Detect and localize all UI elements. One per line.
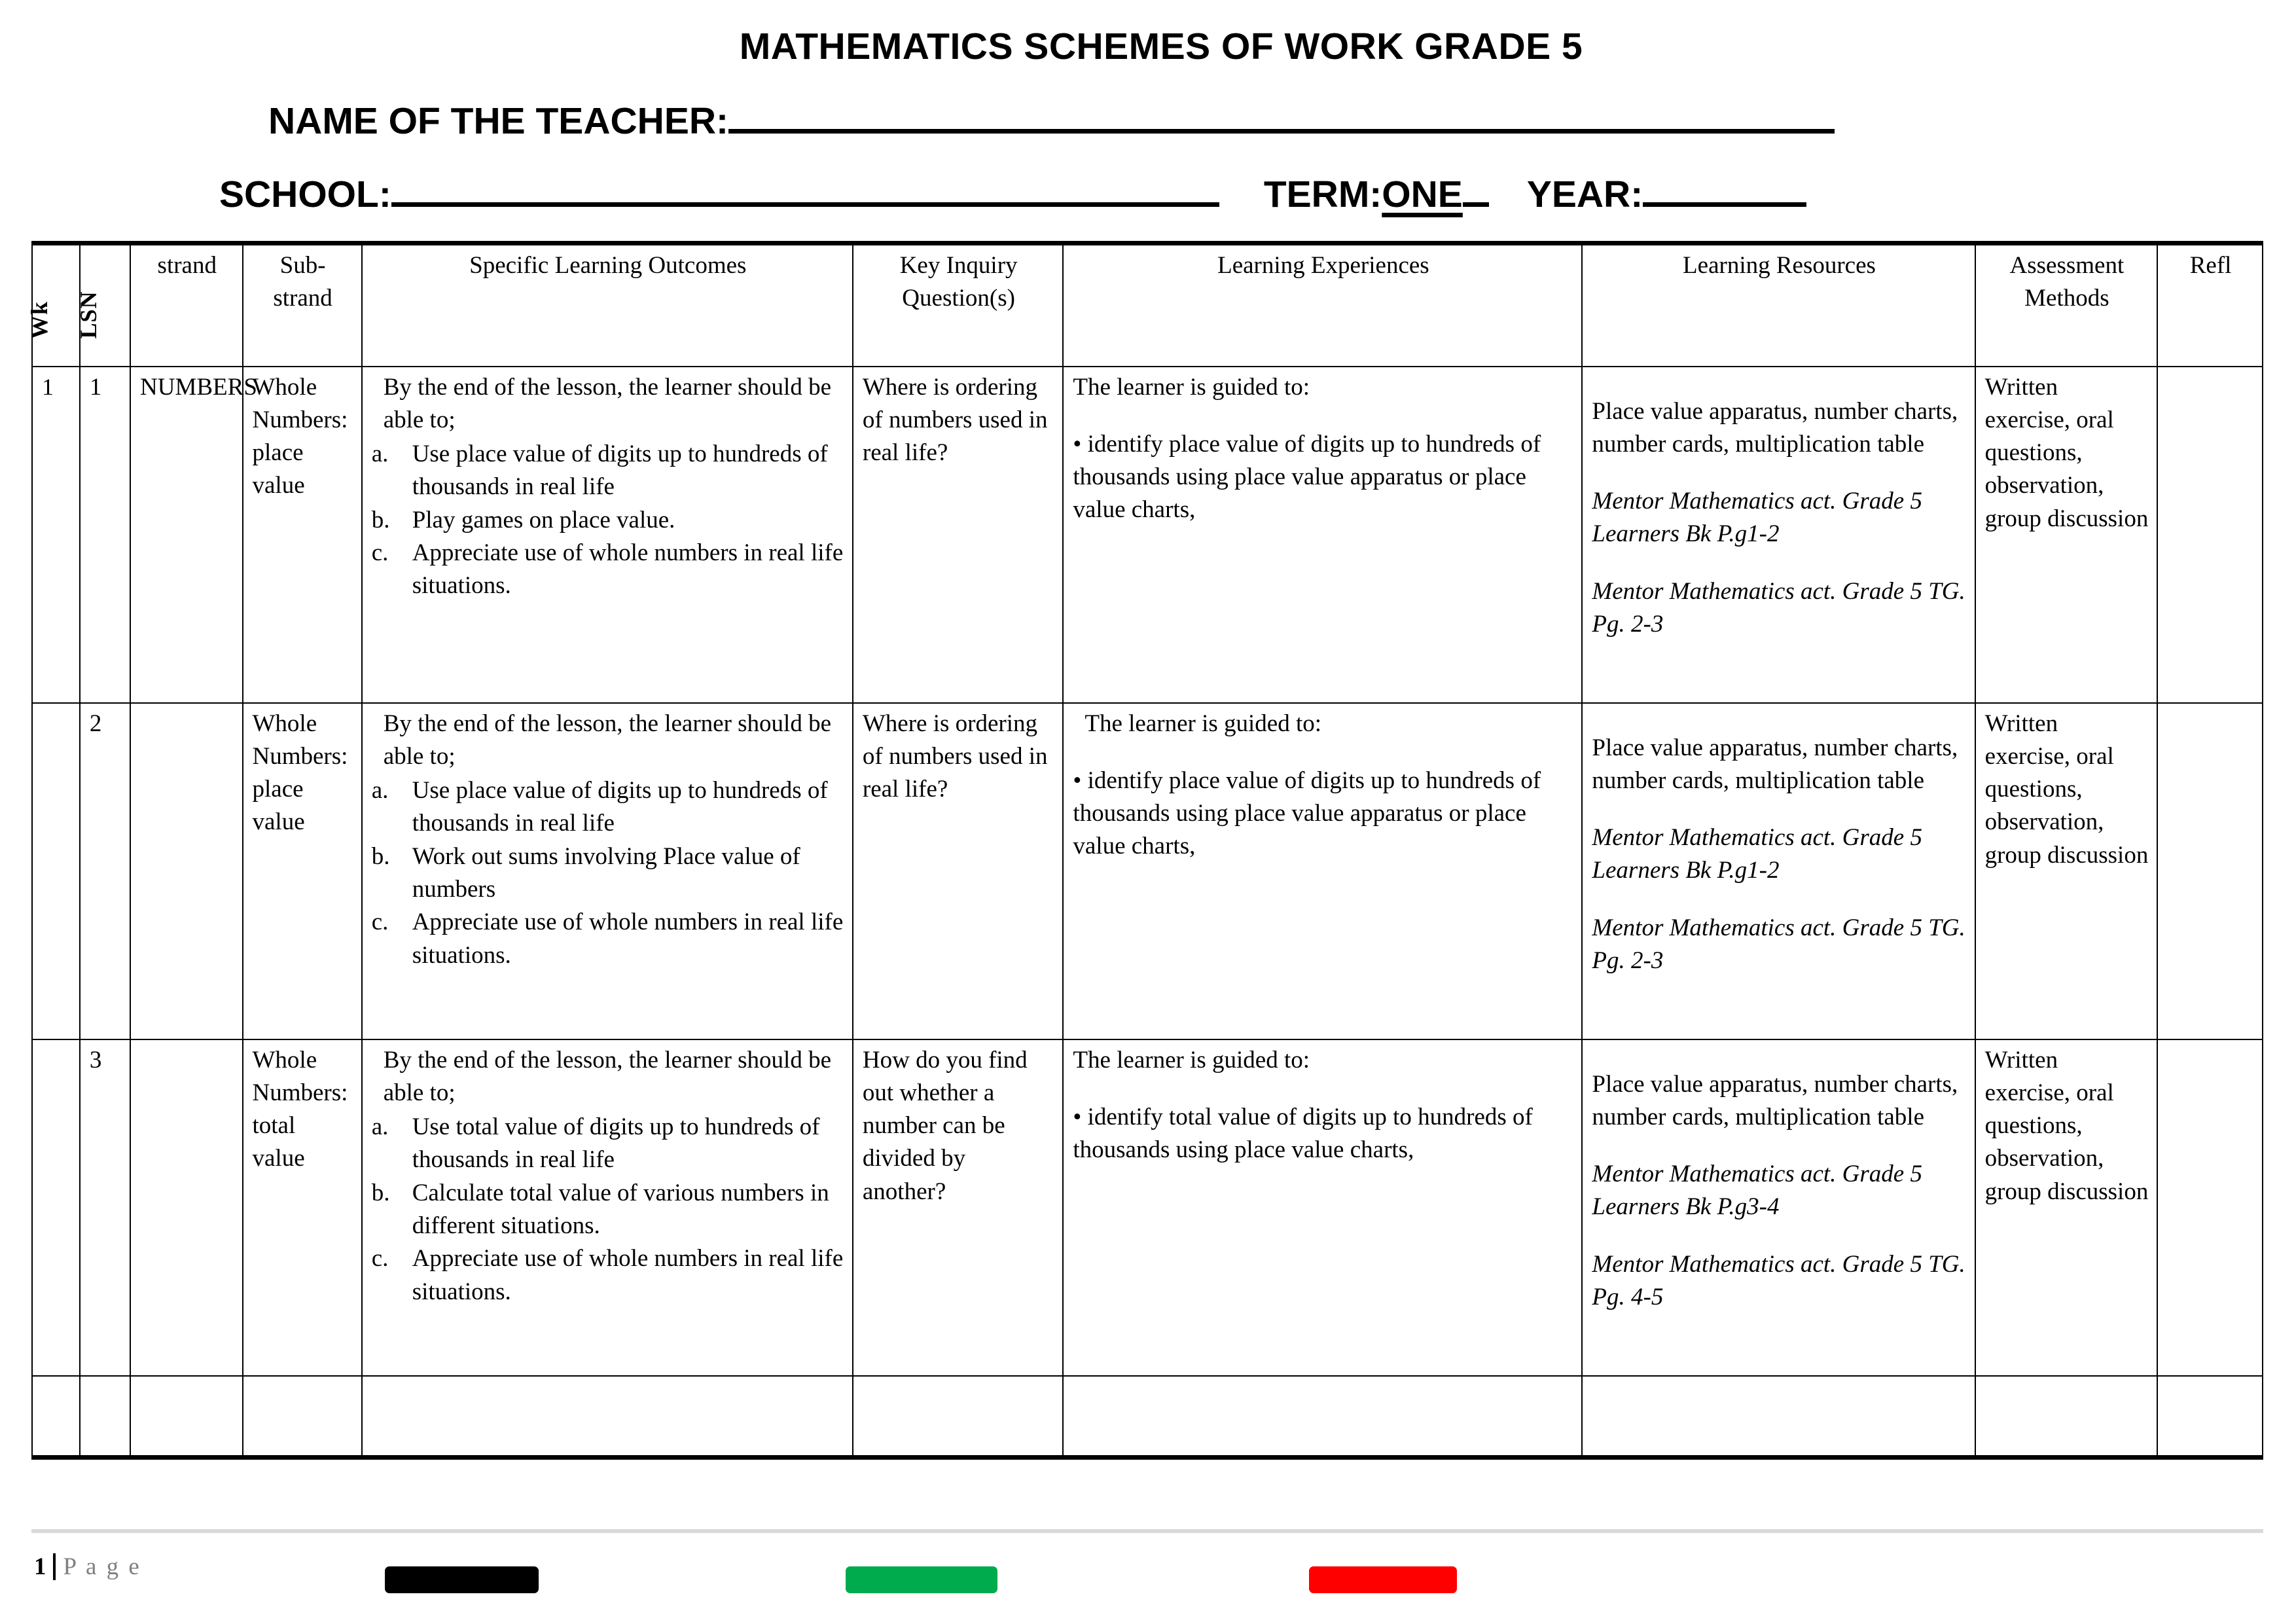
- cell-specific-learning-outcomes: [362, 367, 853, 703]
- slo-lead: By the end of the lesson, the learner should be able to;: [383, 373, 832, 433]
- cell-assessment-methods: Written exercise, oral questions, observation, group discussion: [1975, 1039, 2158, 1376]
- column-header-sub-strand: Sub-strand: [243, 244, 362, 367]
- term-field-value[interactable]: ONE: [1382, 173, 1463, 215]
- column-header-assessment-line2: Methods: [2024, 285, 2109, 312]
- slo-text: Use place value of digits up to hundreds of thousands in real life: [412, 777, 828, 837]
- slo-list: [372, 438, 844, 603]
- school-field-label: SCHOOL:: [219, 173, 391, 215]
- footer-bar-red: [1309, 1566, 1457, 1593]
- cell-strand: NUMBERS: [130, 367, 242, 703]
- term-field-label: TERM:: [1263, 173, 1382, 215]
- footer-divider: [31, 1529, 2263, 1533]
- cell-key-inquiry-question[interactable]: [853, 1376, 1064, 1458]
- learning-experiences-lead: The learner is guided to:: [1073, 373, 1310, 401]
- learning-resources-reference-teachers-guide: Mentor Mathematics act. Grade 5 TG. Pg. 2-3: [1592, 577, 1965, 638]
- cell-assessment-methods: Written exercise, oral questions, observation, group discussion: [1975, 367, 2158, 703]
- cell-sub-strand: Whole Numbers: place value: [243, 703, 362, 1039]
- column-header-assessment-line1: Assessment: [2009, 252, 2125, 279]
- slo-marker: b.: [371, 1179, 390, 1206]
- cell-key-inquiry-question: How do you find out whether a number can be divided by another?: [853, 1039, 1064, 1376]
- page-footer: [0, 1529, 2296, 1624]
- cell-specific-learning-outcomes: [362, 703, 853, 1039]
- slo-text: Use total value of digits up to hundreds of thousands in real life: [412, 1113, 820, 1174]
- year-field-blank[interactable]: [1643, 179, 1806, 207]
- cell-learning-resources: [1582, 1039, 1975, 1376]
- cell-week: [32, 1039, 80, 1376]
- cell-assessment-methods[interactable]: [1975, 1376, 2158, 1458]
- page-word: P a g e: [63, 1553, 141, 1580]
- term-field-blank[interactable]: [1463, 179, 1489, 207]
- cell-refl[interactable]: [2157, 367, 2263, 703]
- footer-bar-green: [846, 1566, 997, 1593]
- cell-lesson: 3: [80, 1039, 130, 1376]
- slo-marker: a.: [371, 777, 389, 804]
- learning-resources-plain: Place value apparatus, number charts, number cards, multiplication table: [1592, 1070, 1958, 1130]
- slo-marker: c.: [371, 909, 389, 936]
- cell-lesson: 2: [80, 703, 130, 1039]
- cell-learning-experiences: [1063, 1039, 1582, 1376]
- column-header-assessment-methods: [1975, 244, 2158, 367]
- column-header-specific-learning-outcomes: Specific Learning Outcomes: [362, 244, 853, 367]
- slo-text: Appreciate use of whole numbers in real life situations.: [412, 539, 844, 600]
- slo-list: [372, 1111, 844, 1308]
- slo-list-item: [372, 504, 844, 537]
- footer-bar-black: [385, 1566, 539, 1593]
- slo-marker: a.: [371, 1113, 389, 1141]
- teacher-field-blank[interactable]: [728, 106, 1835, 134]
- learning-resources-reference-teachers-guide: Mentor Mathematics act. Grade 5 TG. Pg. 2-3: [1592, 914, 1965, 975]
- schemes-of-work-table-wrapper: [26, 241, 2263, 1460]
- page-number-label: [34, 1553, 141, 1581]
- slo-list-item: [372, 840, 844, 907]
- table-header: [26, 244, 2263, 367]
- slo-marker: c.: [371, 1245, 389, 1272]
- cell-assessment-methods: Written exercise, oral questions, observation, group discussion: [1975, 703, 2158, 1039]
- teacher-field-label: NAME OF THE TEACHER:: [268, 100, 728, 142]
- learning-experiences-lead: The learner is guided to:: [1085, 710, 1322, 737]
- learning-experiences-bullet: • identify total value of digits up to hundreds of thousands using place value charts,: [1073, 1103, 1533, 1164]
- table-body: [32, 367, 2263, 1458]
- cell-strand: [130, 1039, 242, 1376]
- cell-specific-learning-outcomes: [362, 1039, 853, 1376]
- cell-sub-strand: Whole Numbers: place value: [243, 367, 362, 703]
- cell-week[interactable]: [32, 1376, 80, 1458]
- learning-resources-reference-learners-book: Mentor Mathematics act. Grade 5 Learners Bk P.g1-2: [1592, 824, 1922, 884]
- table-row: [32, 703, 2263, 1039]
- slo-list-item: [372, 537, 844, 603]
- slo-list: [372, 774, 844, 972]
- slo-text: Calculate total value of various numbers in different situations.: [412, 1179, 829, 1240]
- year-field-label: YEAR:: [1526, 173, 1643, 215]
- cell-learning-experiences: [1063, 367, 1582, 703]
- cell-refl[interactable]: [2157, 1376, 2263, 1458]
- slo-list-item: [372, 1177, 844, 1243]
- cell-week: [32, 703, 80, 1039]
- school-term-year-row: [0, 173, 2296, 216]
- cell-key-inquiry-question: Where is ordering of numbers used in real life?: [853, 703, 1064, 1039]
- document-header: [0, 0, 2296, 216]
- cell-strand: [130, 703, 242, 1039]
- cell-learning-resources[interactable]: [1582, 1376, 1975, 1458]
- column-header-wk-label: Wk: [26, 300, 53, 339]
- cell-lesson: 1: [80, 367, 130, 703]
- learning-resources-reference-learners-book: Mentor Mathematics act. Grade 5 Learners Bk P.g1-2: [1592, 488, 1922, 548]
- learning-resources-plain: Place value apparatus, number charts, number cards, multiplication table: [1592, 397, 1958, 458]
- slo-marker: b.: [371, 842, 390, 870]
- cell-refl[interactable]: [2157, 1039, 2263, 1376]
- cell-learning-experiences: [1063, 703, 1582, 1039]
- table-row: [32, 1039, 2263, 1376]
- learning-resources-reference-learners-book: Mentor Mathematics act. Grade 5 Learners Bk P.g3-4: [1592, 1161, 1922, 1221]
- schemes-of-work-table: [26, 241, 2263, 1460]
- learning-resources-plain: Place value apparatus, number charts, number cards, multiplication table: [1592, 734, 1958, 794]
- page-number: 1: [34, 1553, 56, 1580]
- slo-lead: By the end of the lesson, the learner should be able to;: [383, 710, 832, 770]
- slo-text: Appreciate use of whole numbers in real life situations.: [412, 909, 844, 969]
- cell-learning-resources: [1582, 367, 1975, 703]
- slo-list-item: [372, 906, 844, 972]
- learning-experiences-bullet: • identify place value of digits up to hundreds of thousands using place value apparatus or place value charts,: [1073, 767, 1541, 860]
- slo-list-item: [372, 1242, 844, 1308]
- school-field-blank[interactable]: [391, 179, 1219, 207]
- column-header-refl: Refl: [2157, 244, 2263, 367]
- column-header-lsn-label: LSN: [75, 290, 102, 339]
- teacher-field-row: [0, 99, 2296, 143]
- slo-marker: b.: [371, 506, 390, 533]
- slo-lead: By the end of the lesson, the learner should be able to;: [383, 1046, 832, 1106]
- learning-experiences-bullet: • identify place value of digits up to hundreds of thousands using place value apparatus or place value charts,: [1073, 430, 1541, 524]
- cell-specific-learning-outcomes[interactable]: [362, 1376, 853, 1458]
- slo-text: Appreciate use of whole numbers in real life situations.: [412, 1245, 844, 1305]
- column-header-key-inquiry-questions: [853, 244, 1064, 367]
- cell-refl[interactable]: [2157, 703, 2263, 1039]
- cell-learning-experiences[interactable]: [1063, 1376, 1582, 1458]
- cell-sub-strand: Whole Numbers: total value: [243, 1039, 362, 1376]
- slo-list-item: [372, 1111, 844, 1177]
- slo-marker: a.: [371, 441, 389, 468]
- cell-sub-strand[interactable]: [243, 1376, 362, 1458]
- cell-strand[interactable]: [130, 1376, 242, 1458]
- cell-key-inquiry-question: Where is ordering of numbers used in real life?: [853, 367, 1064, 703]
- slo-text: Use place value of digits up to hundreds of thousands in real life: [412, 441, 828, 501]
- table-row-empty: [32, 1376, 2263, 1458]
- slo-text: Play games on place value.: [412, 506, 675, 533]
- cell-lesson[interactable]: [80, 1376, 130, 1458]
- cell-learning-resources: [1582, 703, 1975, 1039]
- learning-experiences-lead: The learner is guided to:: [1073, 1046, 1310, 1074]
- column-header-strand: strand: [130, 244, 242, 367]
- table-header-row: [32, 244, 2263, 367]
- column-header-key-inquiry-line2: Question(s): [902, 285, 1015, 312]
- slo-list-item: [372, 774, 844, 840]
- slo-text: Work out sums involving Place value of numbers: [412, 842, 800, 903]
- column-header-lsn: [75, 244, 130, 367]
- table-row: [32, 367, 2263, 703]
- page-title: MATHEMATICS SCHEMES OF WORK GRADE 5: [739, 26, 1583, 67]
- column-header-learning-resources: Learning Resources: [1582, 244, 1975, 367]
- column-header-learning-experiences: Learning Experiences: [1063, 244, 1582, 367]
- slo-marker: c.: [371, 539, 389, 567]
- slo-list-item: [372, 438, 844, 504]
- cell-week: 1: [32, 367, 80, 703]
- column-header-key-inquiry-line1: Key Inquiry: [899, 252, 1018, 279]
- learning-resources-reference-teachers-guide: Mentor Mathematics act. Grade 5 TG. Pg. 4-5: [1592, 1250, 1965, 1311]
